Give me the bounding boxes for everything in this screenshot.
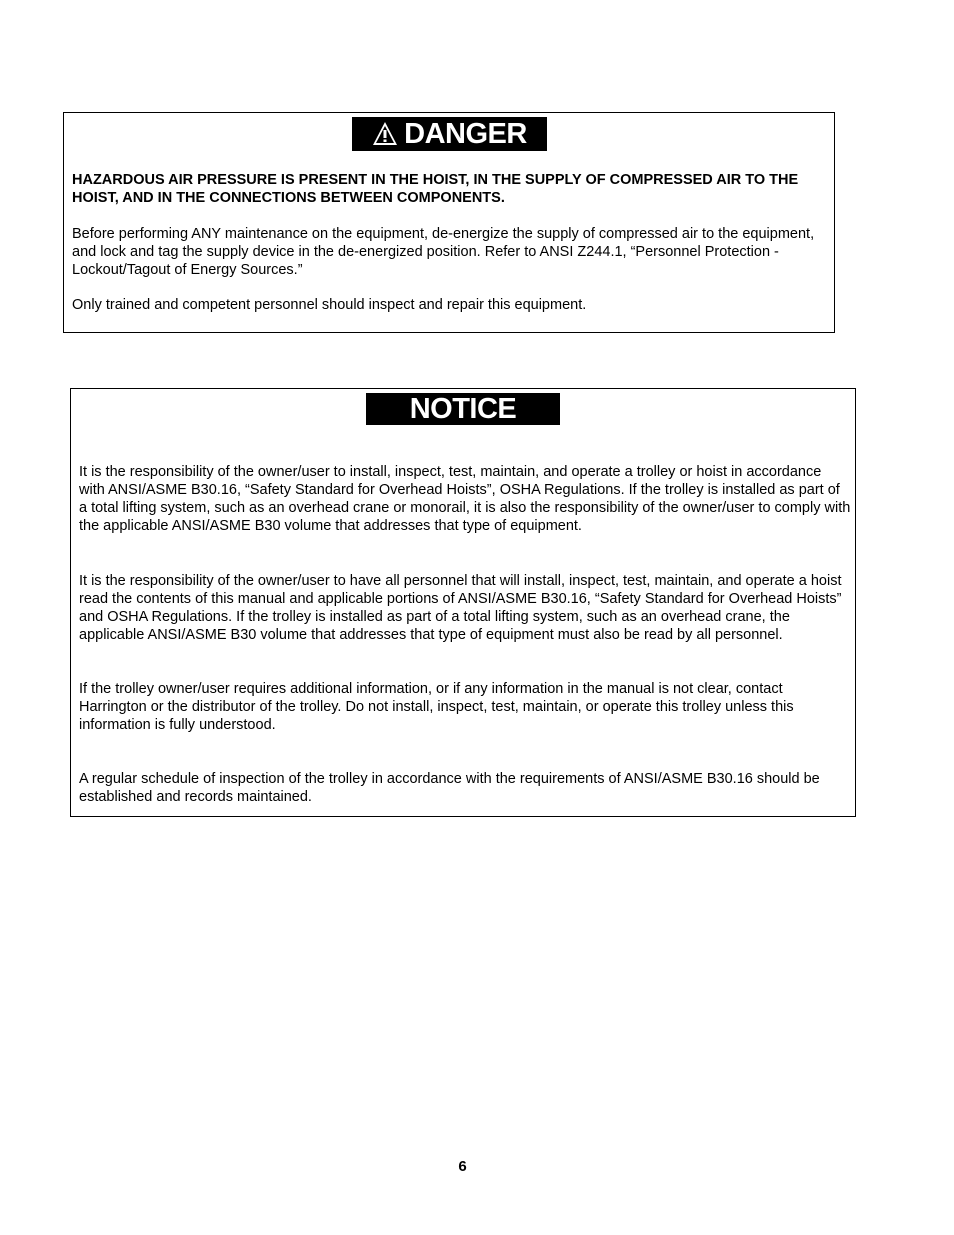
warning-triangle-icon	[372, 121, 398, 147]
danger-heading: HAZARDOUS AIR PRESSURE IS PRESENT IN THE HOIST, IN THE SUPPLY OF COMPRESSED AIR TO THE HOIST, AND IN THE CONNECTIONS BETWEEN COMPONENTS.	[72, 172, 799, 206]
notice-label: NOTICE	[409, 392, 517, 425]
notice-paragraph: A regular schedule of inspection of the trolley in accordance with the requirements of ANSI/ASME B30.16 should be established and records maintained.	[79, 771, 820, 805]
notice-paragraph: It is the responsibility of the owner/user to install, inspect, test, maintain, and operate a trolley or hoist in accordance with ANSI/ASME B30.16, “Safety Standard for Overhead Hoists”, OSHA Regulations. If the trolley is installed as part of a total lifting system, such as an overhead crane or monorail, it is also the responsibility of the owner/user to comply with the applicable ANSI/ASME B30 volume that addresses that type of equipment.	[79, 464, 851, 534]
notice-banner	[366, 393, 560, 425]
danger-banner	[352, 117, 547, 151]
page-number: 6	[458, 1158, 467, 1175]
danger-paragraph: Before performing ANY maintenance on the equipment, de-energize the supply of compressed air to the equipment, and lock and tag the supply device in the de-energized position. Refer to ANSI Z244.1, “Personnel Protection - Lockout/Tagout of Energy Sources.”	[72, 226, 815, 278]
danger-box	[63, 112, 835, 333]
danger-paragraph: Only trained and competent personnel should inspect and repair this equipment.	[72, 297, 587, 313]
danger-label: DANGER	[404, 117, 527, 150]
notice-box	[70, 388, 856, 817]
notice-paragraph: It is the responsibility of the owner/user to have all personnel that will install, inspect, test, maintain, and operate a hoist read the contents of this manual and applicable portions of ANSI/ASME B30.16, “Safety Standard for Overhead Hoists” and OSHA Regulations. If the trolley is installed as part of a total lifting system, such as an overhead crane, the applicable ANSI/ASME B30 volume that addresses that type of equipment must also be read by all personnel.	[79, 573, 842, 643]
notice-paragraph: If the trolley owner/user requires additional information, or if any information in the manual is not clear, contact Harrington or the distributor of the trolley. Do not install, inspect, test, maintain, or operate this trolley unless this information is fully understood.	[79, 681, 794, 733]
